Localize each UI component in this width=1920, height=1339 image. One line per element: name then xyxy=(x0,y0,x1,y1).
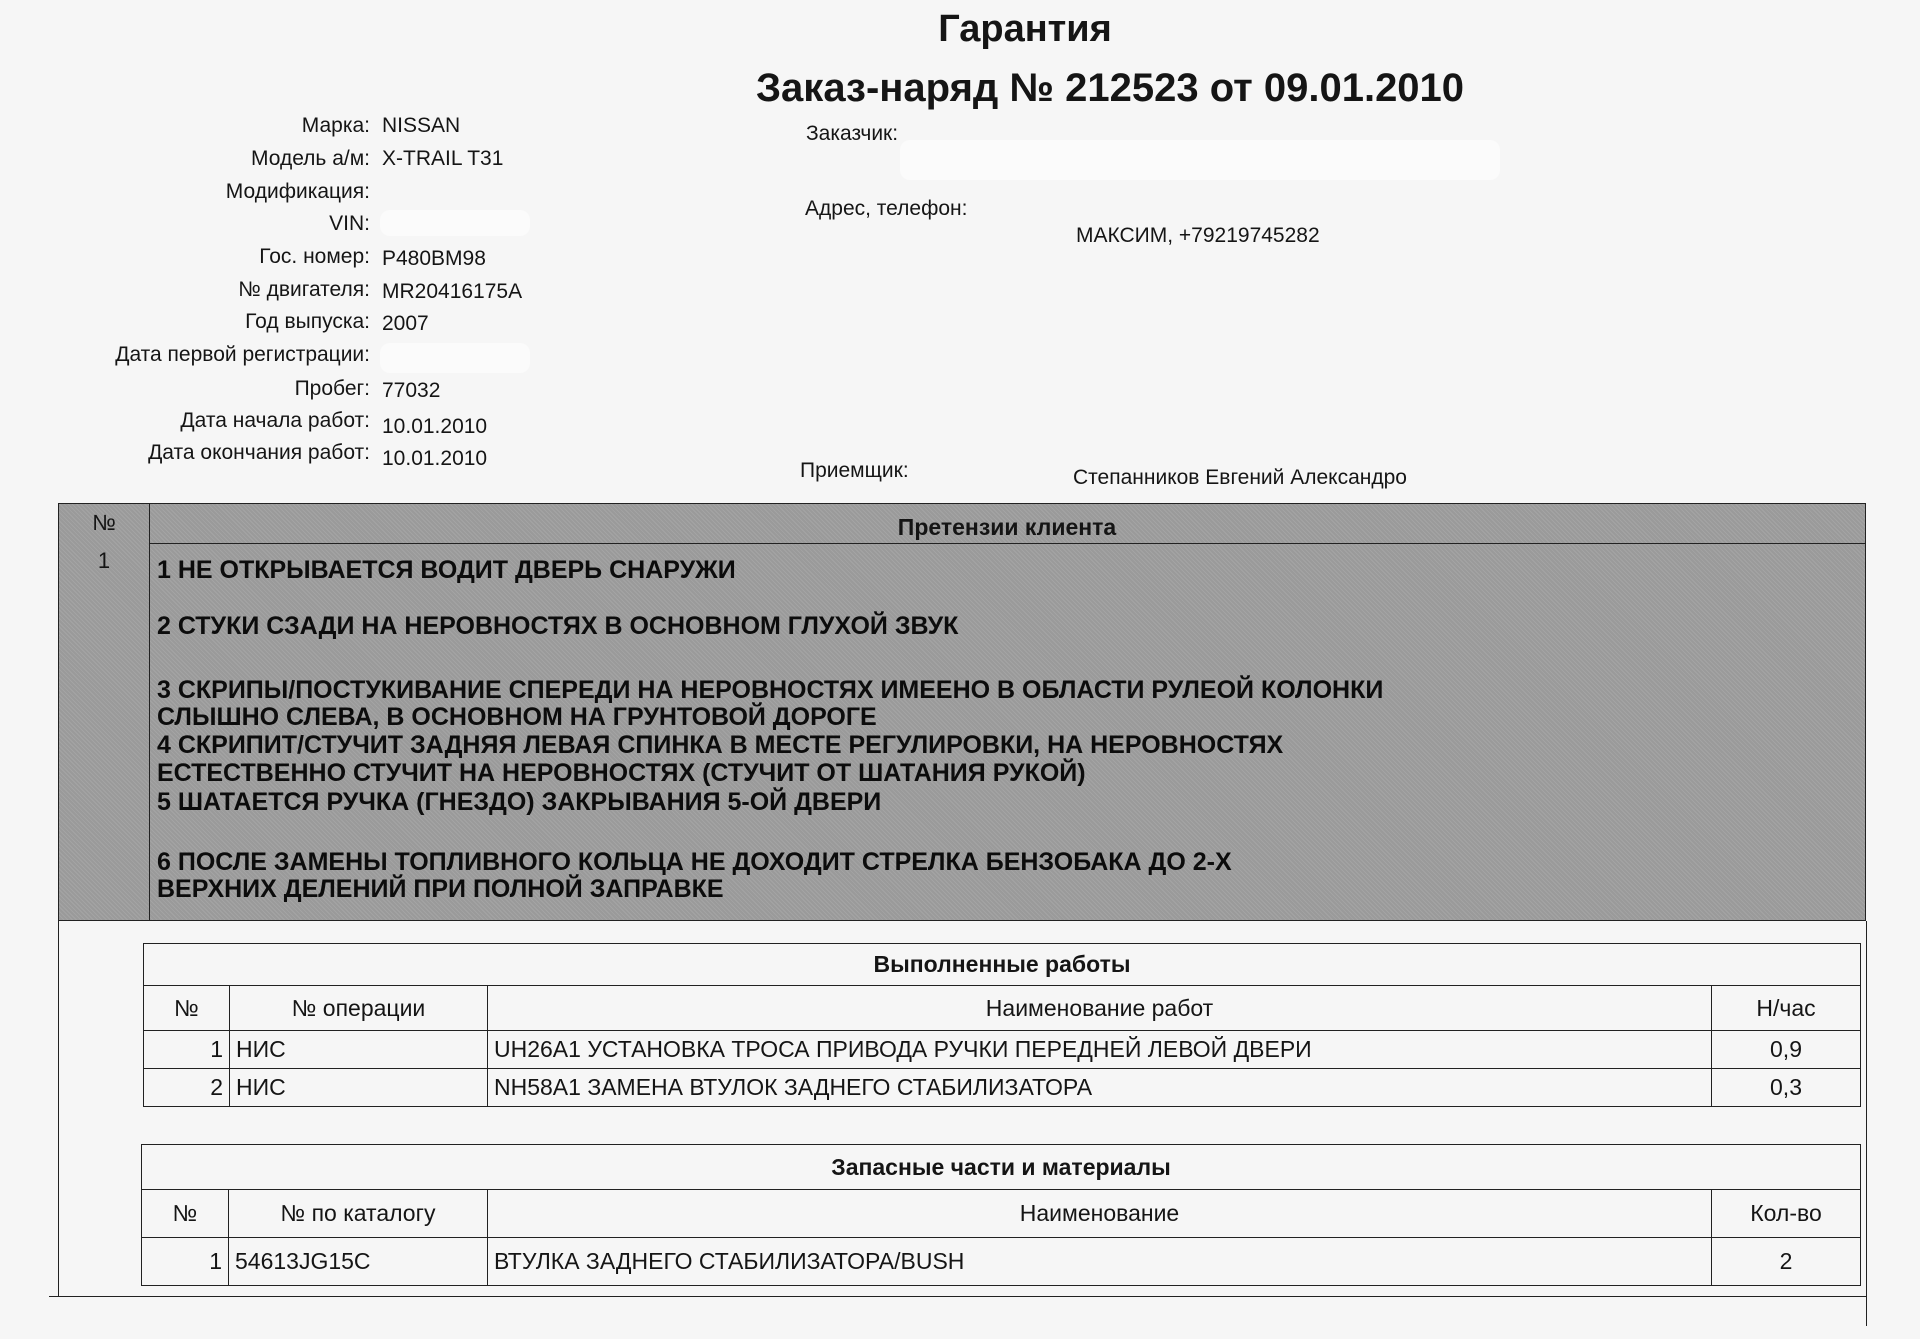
end-date-label: Дата окончания работ: xyxy=(148,441,370,464)
customer-redaction xyxy=(900,140,1500,180)
table-row xyxy=(144,1031,1861,1069)
works-row-hours: 0,3 xyxy=(1712,1069,1861,1107)
claims-number-header: № xyxy=(92,510,116,535)
claim-line: 3 СКРИПЫ/ПОСТУКИВАНИЕ СПЕРЕДИ НА НЕРОВНОСТЯХ ИМЕЕНО В ОБЛАСТИ РУЛЕОЙ КОЛОНКИ xyxy=(157,676,1384,704)
frame-left-border xyxy=(58,921,59,1297)
make-value: NISSAN xyxy=(382,114,461,137)
parts-caption: Запасные части и материалы xyxy=(142,1145,1861,1190)
parts-col-name: Наименование xyxy=(488,1190,1712,1238)
frame-right-border xyxy=(1866,921,1867,1326)
model-label: Модель а/м: xyxy=(251,147,370,170)
works-col-number: № xyxy=(144,986,230,1031)
claim-line: 5 ШАТАЕТСЯ РУЧКА (ГНЕЗДО) ЗАКРЫВАНИЯ 5-ОЙ ДВЕРИ xyxy=(157,788,882,816)
works-row-name: UH26A1 УСТАНОВКА ТРОСА ПРИВОДА РУЧКИ ПЕРЕДНЕЙ ЛЕВОЙ ДВЕРИ xyxy=(488,1031,1712,1069)
works-row-number: 2 xyxy=(144,1069,230,1107)
vin-redaction xyxy=(380,210,530,236)
works-caption: Выполненные работы xyxy=(144,944,1861,986)
works-row-operation: НИС xyxy=(230,1069,488,1107)
table-row xyxy=(142,1238,1861,1286)
parts-row-quantity: 2 xyxy=(1712,1238,1861,1286)
model-value: X-TRAIL T31 xyxy=(382,147,504,170)
claim-line: ЕСТЕСТВЕННО СТУЧИТ НА НЕРОВНОСТЯХ (СТУЧИТ ОТ ШАТАНИЯ РУКОЙ) xyxy=(157,759,1086,787)
document-heading: Гарантия xyxy=(938,8,1112,50)
claim-line: 6 ПОСЛЕ ЗАМЕНЫ ТОПЛИВНОГО КОЛЬЦА НЕ ДОХОДИТ СТРЕЛКА БЕНЗОБАКА ДО 2-Х xyxy=(157,848,1232,876)
frame-bottom-border xyxy=(49,1296,1867,1297)
parts-row-number: 1 xyxy=(142,1238,229,1286)
address-label: Адрес, телефон: xyxy=(805,197,968,220)
mileage-label: Пробег: xyxy=(294,377,370,400)
works-table xyxy=(143,943,1861,1107)
order-title: Заказ-наряд № 212523 от 09.01.2010 xyxy=(756,66,1465,110)
receiver-label: Приемщик: xyxy=(800,459,909,482)
start-date-label: Дата начала работ: xyxy=(180,409,370,432)
engine-value: MR20416175A xyxy=(382,280,523,303)
works-row-number: 1 xyxy=(144,1031,230,1069)
works-col-operation: № операции xyxy=(230,986,488,1031)
works-row-operation: НИС xyxy=(230,1031,488,1069)
plate-value: Р480ВМ98 xyxy=(382,247,486,270)
parts-col-number: № xyxy=(142,1190,229,1238)
claims-row-number: 1 xyxy=(97,548,111,573)
end-date-value: 10.01.2010 xyxy=(382,447,488,470)
first-registration-redaction xyxy=(380,343,530,373)
parts-row-catalog: 54613JG15C xyxy=(229,1238,488,1286)
works-col-name: Наименование работ xyxy=(488,986,1712,1031)
works-col-hours: Н/час xyxy=(1712,986,1861,1031)
mileage-value: 77032 xyxy=(382,379,441,402)
receiver-name: Степанников Евгений Александро xyxy=(1073,466,1407,489)
modification-label: Модификация: xyxy=(225,180,370,203)
customer-label: Заказчик: xyxy=(806,122,899,145)
parts-col-quantity: Кол-во xyxy=(1712,1190,1861,1238)
claim-line: 4 СКРИПИТ/СТУЧИТ ЗАДНЯЯ ЛЕВАЯ СПИНКА В МЕСТЕ РЕГУЛИРОВКИ, НА НЕРОВНОСТЯХ xyxy=(157,731,1284,759)
plate-label: Гос. номер: xyxy=(259,245,370,268)
claim-line: 2 СТУКИ СЗАДИ НА НЕРОВНОСТЯХ В ОСНОВНОМ ГЛУХОЙ ЗВУК xyxy=(157,612,959,640)
claims-header: Претензии клиента xyxy=(897,514,1117,540)
claim-line: ВЕРХНИХ ДЕЛЕНИЙ ПРИ ПОЛНОЙ ЗАПРАВКЕ xyxy=(157,875,724,903)
year-value: 2007 xyxy=(382,312,429,335)
year-label: Год выпуска: xyxy=(245,310,370,333)
customer-contact: МАКСИМ, +79219745282 xyxy=(1076,224,1320,247)
engine-label: № двигателя: xyxy=(238,278,370,301)
works-row-hours: 0,9 xyxy=(1712,1031,1861,1069)
claim-line: СЛЫШНО СЛЕВА, В ОСНОВНОМ НА ГРУНТОВОЙ ДОРОГЕ xyxy=(157,703,877,731)
claims-section xyxy=(58,503,1866,921)
parts-col-catalog: № по каталогу xyxy=(229,1190,488,1238)
parts-table xyxy=(141,1144,1861,1286)
make-label: Марка: xyxy=(301,114,370,137)
parts-row-name: ВТУЛКА ЗАДНЕГО СТАБИЛИЗАТОРА/BUSH xyxy=(488,1238,1712,1286)
start-date-value: 10.01.2010 xyxy=(382,415,488,438)
vin-label: VIN: xyxy=(329,212,370,235)
works-row-name: NH58A1 ЗАМЕНА ВТУЛОК ЗАДНЕГО СТАБИЛИЗАТОРА xyxy=(488,1069,1712,1107)
table-row xyxy=(144,1069,1861,1107)
claim-line: 1 НЕ ОТКРЫВАЕТСЯ ВОДИТ ДВЕРЬ СНАРУЖИ xyxy=(157,556,736,584)
first-registration-label: Дата первой регистрации: xyxy=(115,343,370,366)
